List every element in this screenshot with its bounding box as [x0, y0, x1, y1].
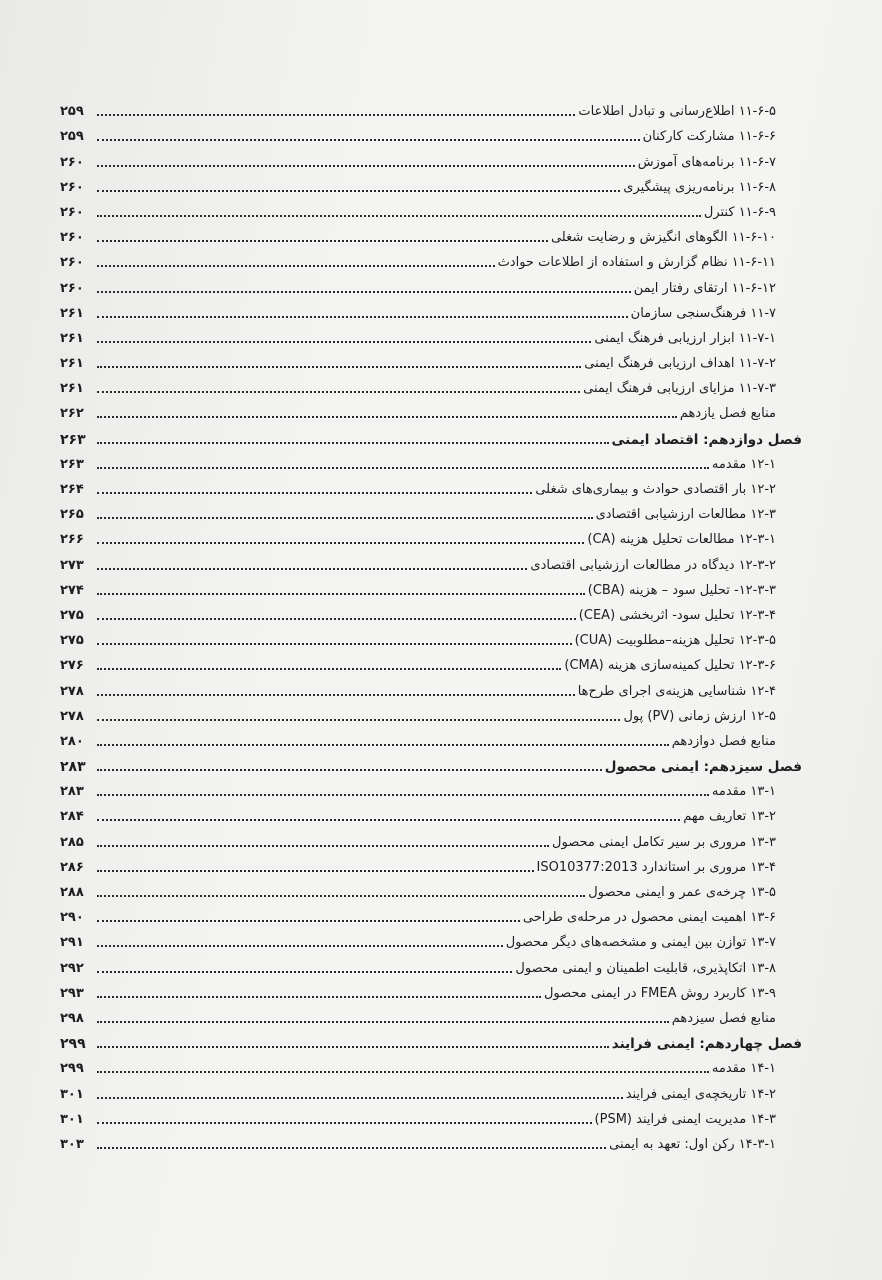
toc-entry-title: منابع فصل یازدهم [679, 406, 776, 422]
toc-page-number: ۳۰۱ [60, 1111, 84, 1127]
dot-leader [97, 1147, 606, 1149]
toc-entry [60, 120, 802, 145]
toc-page-number: ۲۷۸ [60, 708, 84, 724]
toc-page-number: ۲۶۰ [60, 230, 84, 246]
toc-entry-title: ۱۱-۶-۶ مشارکت کارکنان [642, 129, 776, 145]
toc-entry-title: ۱۳-۱ مقدمه [711, 784, 776, 800]
dot-leader [97, 593, 585, 595]
dot-leader [97, 1071, 709, 1073]
dot-leader [97, 870, 534, 872]
dot-leader [97, 366, 581, 368]
toc-entry-title: ۱۳-۶ اهمیت ایمنی محصول در مرحله‌ی طراحی [522, 910, 776, 926]
toc-page-number: ۲۹۳ [60, 985, 84, 1001]
dot-leader [97, 668, 561, 670]
toc-entry-title: ۱۲-۳-۲ دیدگاه در مطالعات ارزشیابی اقتصادی [530, 557, 776, 573]
toc-entry-title: ۱۴-۱ مقدمه [711, 1061, 776, 1077]
toc-entry-title: منابع فصل سیزدهم [671, 1010, 776, 1026]
toc-page-number: ۲۷۵ [60, 607, 84, 623]
toc-page-number: ۲۶۰ [60, 154, 84, 170]
toc-entry [60, 599, 802, 624]
toc-page-number: ۲۷۳ [60, 557, 84, 573]
toc-page-number: ۲۹۱ [60, 935, 84, 951]
toc-entry [60, 977, 802, 1002]
toc-entry [60, 448, 802, 473]
toc-entry [60, 951, 802, 976]
toc-entry-title: ۱۱-۶-۱۱ نظام گزارش و استفاده از اطلاعات حوادث [497, 255, 776, 271]
toc-entry-title: ۱۳-۵ چرخه‌ی عمر و ایمنی محصول [588, 885, 776, 900]
toc-entry-title: منابع فصل دوازدهم [671, 733, 776, 749]
dot-leader [97, 643, 572, 645]
toc-page-number: ۲۹۸ [60, 1010, 84, 1026]
toc-page-number: ۲۶۰ [60, 255, 84, 271]
dot-leader [97, 769, 602, 771]
dot-leader [97, 316, 628, 318]
toc-page-number: ۲۶۴ [60, 482, 84, 497]
toc-entry-title: ۱۳-۳ مروری بر سیر تکامل ایمنی محصول [552, 834, 776, 850]
dot-leader [97, 920, 520, 922]
toc-page-number: ۲۹۰ [60, 910, 84, 926]
toc-page-number: ۲۶۱ [60, 305, 84, 321]
toc-page-number: ۲۶۰ [60, 179, 84, 195]
toc-page-number: ۲۷۸ [60, 683, 84, 699]
toc-entry [60, 498, 802, 523]
toc-chapter-heading [60, 422, 802, 447]
toc-page-number: ۲۸۰ [60, 733, 84, 749]
toc-page-number: ۲۶۱ [60, 330, 84, 346]
toc-entry-title: ۱۳-۸ اتکاپذیری، قابلیت اطمینان و ایمنی محصول [515, 960, 776, 976]
toc-entry-title: ۱۳-۲ تعاریف مهم [683, 809, 776, 825]
dot-leader [97, 467, 709, 469]
dot-leader [97, 139, 640, 141]
toc-page-number: ۲۶۱ [60, 356, 84, 372]
dot-leader [97, 945, 503, 947]
dot-leader [97, 1122, 592, 1124]
toc-entry [60, 851, 802, 876]
toc-entry-title: ۱۳-۴ مروری بر استاندارد ISO10377:2013 [536, 859, 776, 875]
toc-entry [60, 221, 802, 246]
dot-leader [97, 542, 584, 544]
toc-entry-title: ۱۱-۶-۹ کنترل [703, 204, 776, 220]
toc-page-number: ۲۸۳ [60, 759, 86, 776]
dot-leader [97, 618, 576, 620]
dot-leader [97, 1046, 609, 1048]
dot-leader [97, 391, 580, 393]
toc-entry [60, 322, 802, 347]
toc-entry [60, 397, 802, 422]
toc-page-number: ۲۸۵ [60, 834, 84, 850]
toc-entry-title: ۱۲-۳-۶ تحلیل کمینه‌سازی هزینه (CMA) [564, 658, 776, 674]
toc-entry [60, 145, 802, 170]
dot-leader [97, 845, 549, 847]
dot-leader [97, 971, 512, 973]
toc-entry [60, 171, 802, 196]
toc-page-number: ۲۶۰ [60, 280, 84, 296]
toc-entry-title: ۱۲-۲ بار اقتصادی حوادث و بیماری‌های شغلی [535, 482, 776, 497]
toc-entry-title: ۱۱-۶-۷ برنامه‌های آموزش [637, 154, 776, 170]
toc-entry-title: فصل دوازدهم: اقتصاد ایمنی [611, 431, 802, 448]
toc-chapter-heading [60, 1027, 802, 1052]
toc-entry [60, 674, 802, 699]
toc-entry [60, 523, 802, 548]
toc-entry-title: ۱۳-۹ کاربرد روش FMEA در ایمنی محصول [543, 985, 776, 1001]
toc-entry [60, 271, 802, 296]
toc-page-number: ۲۸۳ [60, 784, 84, 800]
toc-page-number: ۲۸۴ [60, 809, 84, 825]
toc-entry [60, 473, 802, 498]
toc-entry-title: فصل چهاردهم: ایمنی فرایند [611, 1036, 802, 1053]
dot-leader [97, 240, 548, 242]
dot-leader [97, 165, 635, 167]
toc-entry-title: ۱۴-۲ تاریخچه‌ی ایمنی فرایند [625, 1086, 776, 1102]
toc-page-number: ۲۵۹ [60, 104, 84, 120]
toc-entry-title: ۱۲-۳-۳- تحلیل سود – هزینه (CBA) [587, 582, 776, 598]
toc-entry-title: ۱۱-۶-۵ اطلاع‌رسانی و تبادل اطلاعات [578, 104, 776, 120]
toc-page-number: ۳۰۳ [60, 1136, 84, 1152]
toc-entry [60, 372, 802, 397]
toc-page-number: ۲۶۳ [60, 431, 86, 448]
dot-leader [97, 744, 669, 746]
toc-page-number: ۳۰۱ [60, 1086, 84, 1102]
toc-page-number: ۲۶۰ [60, 204, 84, 220]
toc-page-number: ۲۹۲ [60, 960, 84, 976]
toc-page-number: ۲۸۸ [60, 885, 84, 900]
toc-page-number: ۲۹۹ [60, 1036, 86, 1053]
dot-leader [97, 114, 575, 116]
dot-leader [97, 341, 591, 343]
toc-entry [60, 1002, 802, 1027]
toc-entry [60, 901, 802, 926]
toc-page-number: ۲۷۴ [60, 582, 84, 598]
dot-leader [97, 996, 541, 998]
toc-entry-title: ۱۲-۳-۴ تحلیل سود- اثربخشی (CEA) [578, 607, 776, 623]
toc-page-number: ۲۹۹ [60, 1061, 84, 1077]
toc-page-number: ۲۶۱ [60, 381, 84, 397]
dot-leader [97, 719, 620, 721]
toc-entry [60, 1103, 802, 1128]
toc-entry [60, 347, 802, 372]
toc-entry [60, 1128, 802, 1153]
dot-leader [97, 215, 701, 217]
toc-entry [60, 548, 802, 573]
toc-entry [60, 825, 802, 850]
toc-entry [60, 574, 802, 599]
toc-entry-title: ۱۲-۳ مطالعات ارزشیابی اقتصادی [595, 507, 776, 523]
toc-entry-title: ۱۱-۷ فرهنگ‌سنجی سازمان [630, 305, 776, 321]
toc-entry [60, 196, 802, 221]
dot-leader [97, 492, 532, 494]
dot-leader [97, 416, 677, 418]
toc-chapter-heading [60, 750, 802, 775]
toc-page-number: ۲۶۲ [60, 406, 84, 422]
toc-page-number: ۲۵۹ [60, 129, 84, 145]
toc-entry-title: ۱۱-۶-۸ برنامه‌ریزی پیشگیری [623, 179, 776, 195]
toc-entry [60, 1077, 802, 1102]
toc-entry [60, 725, 802, 750]
toc-entry-title: فصل سیزدهم: ایمنی محصول [604, 759, 802, 776]
table-of-contents [60, 95, 802, 1153]
toc-entry-title: ۱۴-۳ مدیریت ایمنی فرایند (PSM) [594, 1111, 776, 1127]
toc-page-number: ۲۸۶ [60, 859, 84, 875]
toc-entry [60, 624, 802, 649]
toc-entry-title: ۱۱-۷-۳ مزایای ارزیابی فرهنگ ایمنی [583, 381, 776, 397]
toc-entry [60, 95, 802, 120]
toc-entry [60, 1052, 802, 1077]
toc-entry [60, 297, 802, 322]
toc-entry-title: ۱۳-۷ توازن بین ایمنی و مشخصه‌های دیگر محصول [505, 935, 776, 951]
dot-leader [97, 190, 620, 192]
toc-entry-title: ۱۱-۶-۱۰ الگوهای انگیزش و رضایت شغلی [550, 230, 776, 246]
toc-entry-title: ۱۱-۷-۱ ابزار ارزیابی فرهنگ ایمنی [594, 330, 776, 346]
toc-entry-title: ۱۲-۴ شناسایی هزینه‌ی اجرای طرح‌ها [577, 683, 776, 699]
dot-leader [97, 895, 585, 897]
dot-leader [97, 291, 631, 293]
toc-entry [60, 649, 802, 674]
dot-leader [97, 265, 495, 267]
toc-entry-title: ۱۲-۵ ارزش زمانی (PV) پول [623, 708, 776, 724]
dot-leader [97, 819, 680, 821]
toc-page-number: ۲۶۳ [60, 456, 84, 472]
dot-leader [97, 517, 593, 519]
toc-page-number: ۲۶۶ [60, 532, 84, 548]
dot-leader [97, 1021, 669, 1023]
toc-entry [60, 876, 802, 901]
toc-entry [60, 800, 802, 825]
dot-leader [97, 568, 527, 570]
toc-entry [60, 246, 802, 271]
dot-leader [97, 694, 575, 696]
dot-leader [97, 794, 709, 796]
toc-entry-title: ۱۱-۷-۲ اهداف ارزیابی فرهنگ ایمنی [584, 356, 776, 372]
toc-entry-title: ۱۱-۶-۱۲ ارتقای رفتار ایمن [633, 280, 776, 296]
toc-entry-title: ۱۲-۱ مقدمه [711, 456, 776, 472]
toc-entry [60, 700, 802, 725]
toc-page-number: ۲۷۵ [60, 633, 84, 649]
toc-entry [60, 926, 802, 951]
toc-page-number: ۲۶۵ [60, 507, 84, 523]
toc-page-number: ۲۷۶ [60, 658, 84, 674]
toc-entry-title: ۱۲-۳-۵ تحلیل هزینه–مطلوبیت (CUA) [574, 633, 776, 649]
dot-leader [97, 442, 609, 444]
toc-entry-title: ۱۴-۳-۱ رکن اول: تعهد به ایمنی [609, 1136, 776, 1152]
toc-entry [60, 775, 802, 800]
toc-entry-title: ۱۲-۳-۱ مطالعات تحلیل هزینه (CA) [587, 532, 776, 548]
dot-leader [97, 1097, 623, 1099]
